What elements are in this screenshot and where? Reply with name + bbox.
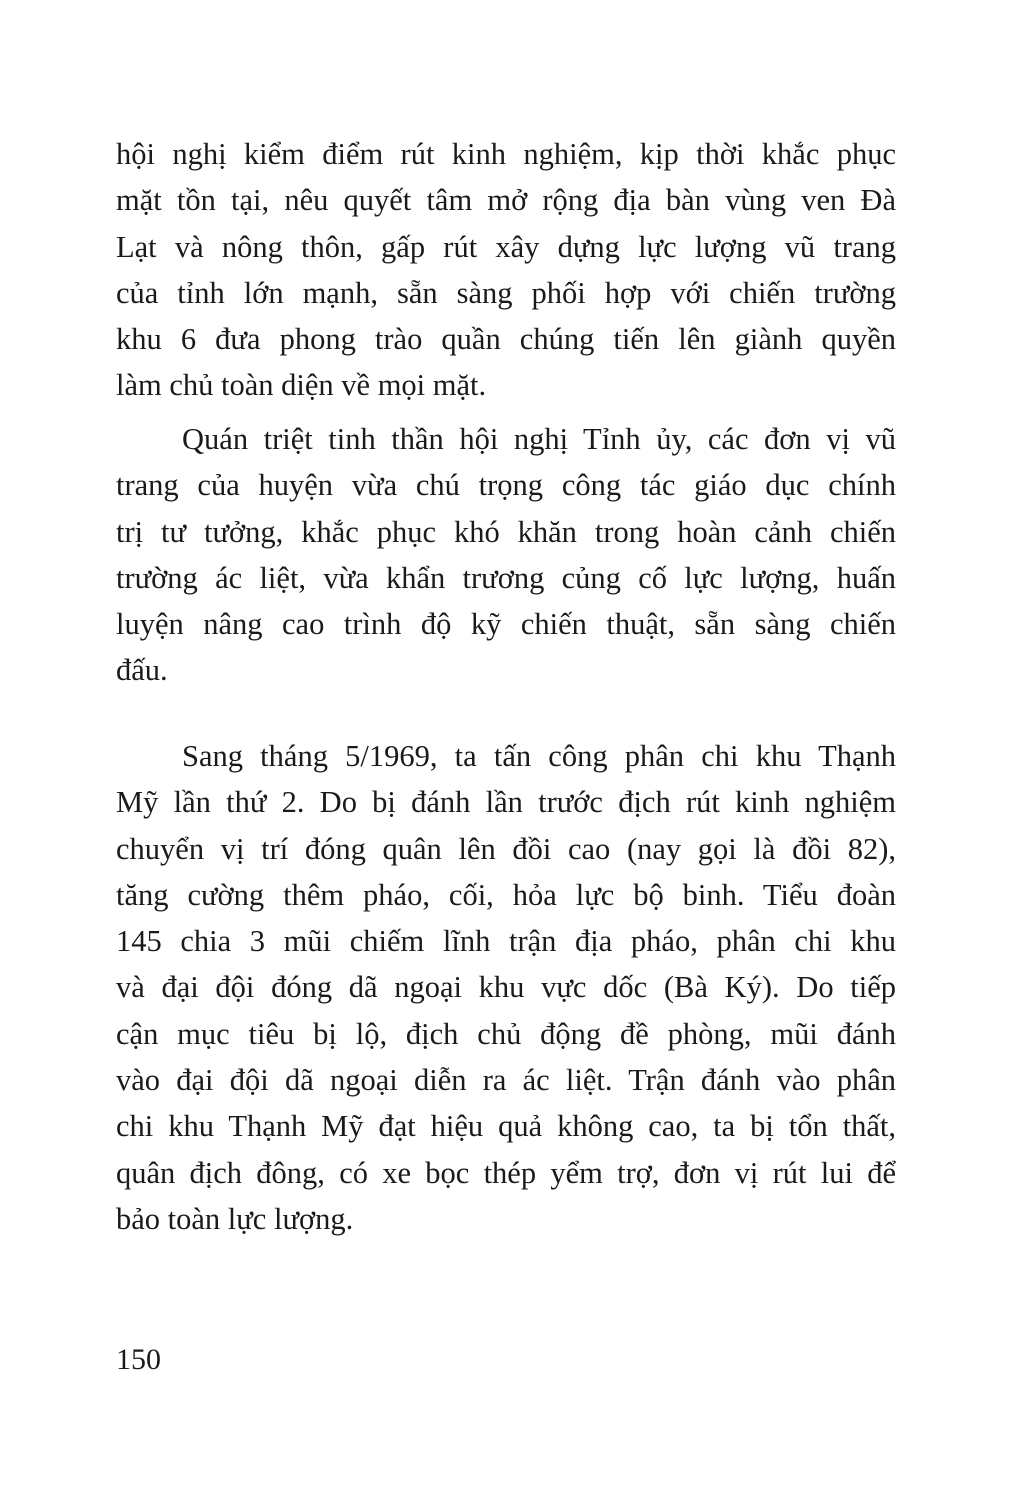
text-line: của tỉnh lớn mạnh, sẵn sàng phối hợp với chiến trường	[116, 275, 896, 310]
text-line: đấu.	[116, 653, 168, 688]
paragraph-3	[116, 733, 896, 1242]
text-line: Lạt và nông thôn, gấp rút xây dựng lực lượng vũ trang	[116, 229, 896, 264]
text-line: bảo toàn lực lượng.	[116, 1201, 354, 1236]
text-line: 145 chia 3 mũi chiếm lĩnh trận địa pháo, phân chi khu	[116, 924, 896, 959]
text-line: mặt tồn tại, nêu quyết tâm mở rộng địa bàn vùng ven Đà	[116, 183, 896, 218]
text-line: trang của huyện vừa chú trọng công tác giáo dục chính	[116, 468, 896, 503]
paragraph-2	[116, 416, 896, 694]
text-line: trị tư tưởng, khắc phục khó khăn trong hoàn cảnh chiến	[116, 514, 896, 549]
text-line: quân địch đông, có xe bọc thép yểm trợ, đơn vị rút lui để	[116, 1155, 896, 1190]
text-line: làm chủ toàn diện về mọi mặt.	[116, 368, 487, 403]
text-line: luyện nâng cao trình độ kỹ chiến thuật, sẵn sàng chiến	[116, 607, 896, 642]
text-line: khu 6 đưa phong trào quần chúng tiến lên giành quyền	[116, 322, 896, 357]
text-line: hội nghị kiểm điểm rút kinh nghiệm, kịp thời khắc phục	[116, 137, 896, 171]
text-line: Quán triệt tinh thần hội nghị Tỉnh ủy, các đơn vị vũ	[182, 422, 896, 456]
text-line: vào đại đội dã ngoại diễn ra ác liệt. Trận đánh vào phân	[116, 1063, 896, 1098]
text-line: Sang tháng 5/1969, ta tấn công phân chi khu Thạnh	[182, 739, 896, 773]
text-line: trường ác liệt, vừa khẩn trương củng cố lực lượng, huấn	[116, 560, 896, 595]
page-number: 150	[116, 1343, 161, 1376]
text-line: tăng cường thêm pháo, cối, hỏa lực bộ binh. Tiểu đoàn	[116, 877, 896, 912]
text-line: cận mục tiêu bị lộ, địch chủ động đề phòng, mũi đánh	[116, 1016, 896, 1051]
text-line: và đại đội đóng dã ngoại khu vực dốc (Bà Ký). Do tiếp	[116, 970, 896, 1005]
text-line: chuyển vị trí đóng quân lên đồi cao (nay gọi là đồi 82),	[116, 831, 896, 866]
paragraph-1	[116, 131, 896, 409]
text-line: chi khu Thạnh Mỹ đạt hiệu quả không cao, ta bị tổn thất,	[116, 1109, 896, 1144]
text-line: Mỹ lần thứ 2. Do bị đánh lần trước địch rút kinh nghiệm	[116, 785, 896, 820]
